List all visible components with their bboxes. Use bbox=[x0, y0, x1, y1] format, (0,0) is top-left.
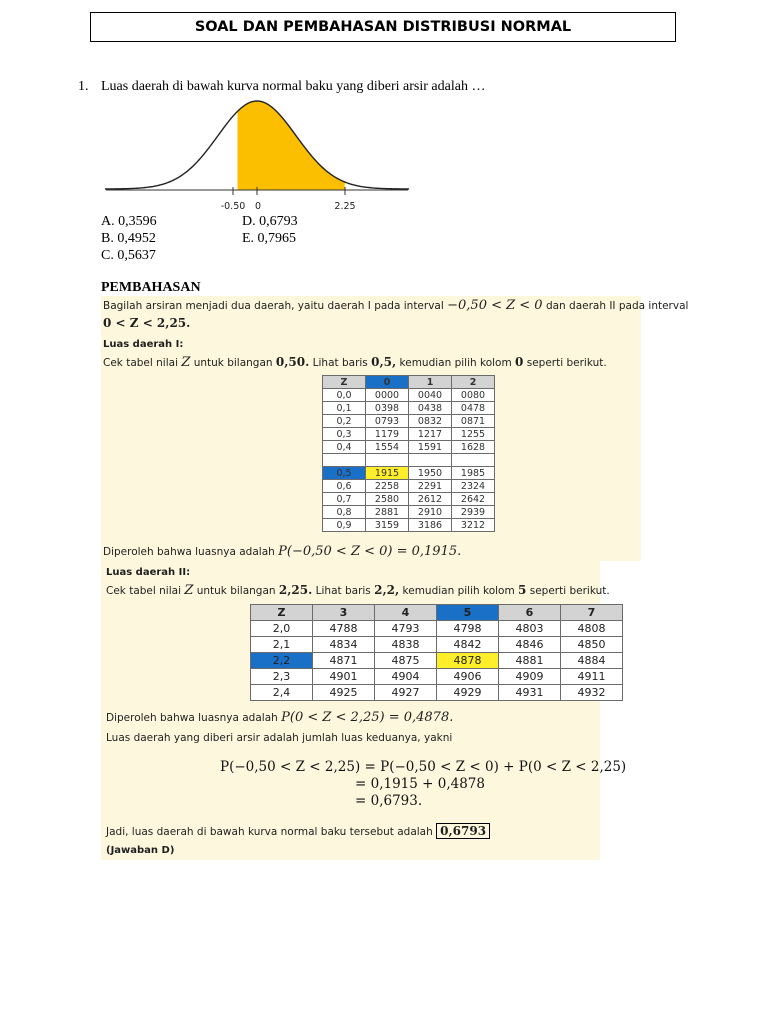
table-cell: 0478 bbox=[452, 402, 495, 415]
option-b: B. 0,4952 bbox=[101, 231, 156, 246]
table-cell: 4850 bbox=[561, 637, 623, 653]
table-cell: 4906 bbox=[437, 669, 499, 685]
table-header: 1 bbox=[409, 376, 452, 389]
table-row bbox=[251, 685, 623, 701]
table-header: 3 bbox=[313, 605, 375, 621]
table-cell: 0000 bbox=[366, 389, 409, 402]
table-cell: 3159 bbox=[366, 519, 409, 532]
table-cell: 4932 bbox=[561, 685, 623, 701]
area2-result: Diperoleh bahwa luasnya adalah P(0 < Z < 2,25) = 0,4878. bbox=[106, 710, 454, 725]
table-cell: 0,3 bbox=[323, 428, 366, 441]
table-cell: 4871 bbox=[313, 653, 375, 669]
table-cell: 1554 bbox=[366, 441, 409, 454]
table-cell: 2939 bbox=[452, 506, 495, 519]
page-title: SOAL DAN PEMBAHASAN DISTRIBUSI NORMAL bbox=[194, 19, 572, 35]
intro-line-1: Bagilah arsiran menjadi dua daerah, yaitu daerah I pada interval −0,50 < Z < 0 dan daerah II pada interval bbox=[103, 298, 689, 313]
table-cell: 1985 bbox=[452, 467, 495, 480]
table-cell: 4803 bbox=[499, 621, 561, 637]
table-cell: 1179 bbox=[366, 428, 409, 441]
table-cell: 4884 bbox=[561, 653, 623, 669]
table-row-highlight bbox=[251, 653, 623, 669]
table-gap-row bbox=[323, 454, 495, 467]
table-cell: 2580 bbox=[366, 493, 409, 506]
axis-label-right: 2.25 bbox=[334, 201, 356, 212]
table-cell: 4909 bbox=[499, 669, 561, 685]
table-cell: 2,0 bbox=[251, 621, 313, 637]
table-row bbox=[323, 428, 495, 441]
table-row bbox=[323, 389, 495, 402]
table-cell: 4788 bbox=[313, 621, 375, 637]
table-cell: 4881 bbox=[499, 653, 561, 669]
table-header: Z bbox=[251, 605, 313, 621]
table-cell: 4808 bbox=[561, 621, 623, 637]
table-cell: 4842 bbox=[437, 637, 499, 653]
total-area-text: Luas daerah yang diberi arsir adalah jumlah luas keduanya, yakni bbox=[106, 732, 453, 744]
table-cell: 2642 bbox=[452, 493, 495, 506]
table-cell: 0793 bbox=[366, 415, 409, 428]
table-cell: 0871 bbox=[452, 415, 495, 428]
table-cell-result: 1915 bbox=[366, 467, 409, 480]
area1-instruction: Cek tabel nilai Z untuk bilangan 0,50. Lihat baris 0,5, kemudian pilih kolom 0 seperti berikut. bbox=[103, 355, 607, 370]
equation-line-1: P(−0,50 < Z < 2,25) = P(−0,50 < Z < 0) + P(0 < Z < 2,25) bbox=[220, 759, 627, 775]
table-cell-highlight: 0,5 bbox=[323, 467, 366, 480]
table-header-highlight: 0 bbox=[366, 376, 409, 389]
table-cell: 4793 bbox=[375, 621, 437, 637]
table-row bbox=[323, 415, 495, 428]
table-cell: 4834 bbox=[313, 637, 375, 653]
option-e: E. 0,7965 bbox=[242, 231, 297, 246]
equation-line-2: = 0,1915 + 0,4878 bbox=[355, 776, 485, 792]
table-cell: 2612 bbox=[409, 493, 452, 506]
table-cell: 2,4 bbox=[251, 685, 313, 701]
table-cell: 0,8 bbox=[323, 506, 366, 519]
table-row bbox=[251, 621, 623, 637]
option-a: A. 0,3596 bbox=[101, 214, 157, 229]
option-c: C. 0,5637 bbox=[101, 248, 156, 263]
table-cell: 4798 bbox=[437, 621, 499, 637]
table-cell: 0040 bbox=[409, 389, 452, 402]
z-table-1 bbox=[322, 375, 495, 532]
table-cell: 0,0 bbox=[323, 389, 366, 402]
table-cell: 1628 bbox=[452, 441, 495, 454]
table-cell: 4927 bbox=[375, 685, 437, 701]
table-cell: 2881 bbox=[366, 506, 409, 519]
table-cell: 4925 bbox=[313, 685, 375, 701]
table-row bbox=[251, 637, 623, 653]
table-cell: 0438 bbox=[409, 402, 452, 415]
table-header-highlight: 5 bbox=[437, 605, 499, 621]
z-table-2 bbox=[250, 604, 623, 701]
table-cell: 1217 bbox=[409, 428, 452, 441]
axis-label-left: -0.50 bbox=[220, 201, 246, 212]
area1-heading: Luas daerah I: bbox=[103, 339, 184, 350]
area2-heading: Luas daerah II: bbox=[106, 567, 191, 578]
table-cell: 2324 bbox=[452, 480, 495, 493]
solution-title: PEMBAHASAN bbox=[101, 280, 201, 295]
shaded-area bbox=[238, 101, 345, 190]
table-cell: 2258 bbox=[366, 480, 409, 493]
table-row bbox=[323, 506, 495, 519]
table-cell: 4838 bbox=[375, 637, 437, 653]
table-header: 4 bbox=[375, 605, 437, 621]
table-row bbox=[251, 669, 623, 685]
table-row bbox=[323, 441, 495, 454]
table-header-row bbox=[323, 376, 495, 389]
table-cell: 0398 bbox=[366, 402, 409, 415]
table-header: 7 bbox=[561, 605, 623, 621]
table-cell: 2910 bbox=[409, 506, 452, 519]
option-d: D. 0,6793 bbox=[242, 214, 298, 229]
table-cell: 3212 bbox=[452, 519, 495, 532]
table-cell: 0832 bbox=[409, 415, 452, 428]
table-cell: 2,1 bbox=[251, 637, 313, 653]
table-cell: 4931 bbox=[499, 685, 561, 701]
table-cell: 0,9 bbox=[323, 519, 366, 532]
table-cell: 4911 bbox=[561, 669, 623, 685]
question-text: Luas daerah di bawah kurva normal baku yang diberi arsir adalah … bbox=[101, 79, 486, 94]
table-cell: 4875 bbox=[375, 653, 437, 669]
intro-line-2: 0 < Z < 2,25. bbox=[103, 316, 191, 330]
table-header: 6 bbox=[499, 605, 561, 621]
table-cell: 3186 bbox=[409, 519, 452, 532]
table-cell-highlight: 2,2 bbox=[251, 653, 313, 669]
table-cell: 0080 bbox=[452, 389, 495, 402]
table-cell: 2291 bbox=[409, 480, 452, 493]
equation-line-3: = 0,6793. bbox=[355, 793, 423, 809]
table-cell: 4904 bbox=[375, 669, 437, 685]
table-cell: 1255 bbox=[452, 428, 495, 441]
table-cell: 4846 bbox=[499, 637, 561, 653]
table-cell: 1591 bbox=[409, 441, 452, 454]
table-cell: 1950 bbox=[409, 467, 452, 480]
area1-result: Diperoleh bahwa luasnya adalah P(−0,50 < Z < 0) = 0,1915. bbox=[103, 544, 462, 559]
final-answer-box: 0,6793 bbox=[436, 823, 490, 839]
conclusion-line: Jadi, luas daerah di bawah kurva normal baku tersebut adalah 0,6793 bbox=[106, 824, 490, 838]
table-cell: 0,7 bbox=[323, 493, 366, 506]
table-header: 2 bbox=[452, 376, 495, 389]
table-row bbox=[323, 519, 495, 532]
normal-curve-figure bbox=[100, 92, 412, 214]
page-title-box bbox=[90, 12, 676, 42]
area2-instruction: Cek tabel nilai Z untuk bilangan 2,25. Lihat baris 2,2, kemudian pilih kolom 5 seperti berikut. bbox=[106, 583, 610, 598]
table-header-row bbox=[251, 605, 623, 621]
answer-label: (Jawaban D) bbox=[106, 845, 175, 856]
question-number: 1. bbox=[78, 79, 89, 94]
table-cell: 0,1 bbox=[323, 402, 366, 415]
table-cell: 4901 bbox=[313, 669, 375, 685]
table-cell-result: 4878 bbox=[437, 653, 499, 669]
table-row bbox=[323, 480, 495, 493]
table-row bbox=[323, 493, 495, 506]
table-header: Z bbox=[323, 376, 366, 389]
table-cell: 2,3 bbox=[251, 669, 313, 685]
table-row bbox=[323, 402, 495, 415]
table-cell: 0,2 bbox=[323, 415, 366, 428]
table-cell: 4929 bbox=[437, 685, 499, 701]
table-row-highlight bbox=[323, 467, 495, 480]
table-cell: 0,6 bbox=[323, 480, 366, 493]
table-cell: 0,4 bbox=[323, 441, 366, 454]
axis-label-zero: 0 bbox=[254, 201, 262, 212]
